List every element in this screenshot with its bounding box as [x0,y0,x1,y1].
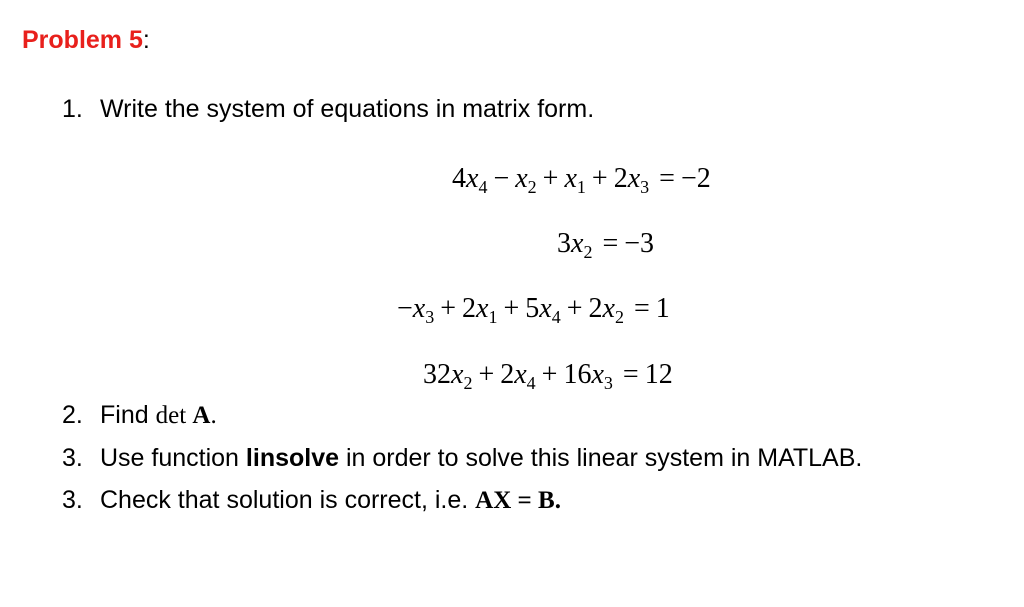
equation-4 [423,358,673,392]
term-subscript: 4 [526,373,536,393]
equation-operator: + [478,359,495,390]
equation-operator: + [591,163,608,194]
list-item-3 [62,443,862,473]
equation-term [563,359,613,393]
equation-term [462,293,498,327]
matrix-a-symbol: A [192,402,211,429]
term-variable: x [476,293,489,324]
equals-sign: = [602,228,619,259]
equation-operator: + [542,163,559,194]
term-variable: x [564,163,577,194]
list-item-2 [62,400,217,431]
equation-operator: + [541,359,558,390]
problem-title: Problem 5 [22,26,143,54]
equation-1 [452,162,711,196]
term-variable: x [602,293,615,324]
term-coefficient: 2 [613,163,628,194]
term-coefficient: 4 [452,163,466,194]
equation-term [557,228,593,262]
term-variable: x [466,163,479,194]
problem-heading [22,25,150,55]
equation-term [423,359,473,393]
list-item-number: 1. [62,95,83,123]
equation-3 [397,292,670,326]
list-item-number: 3. [62,444,83,472]
term-coefficient: 32 [423,359,451,390]
term-variable: x [571,228,584,259]
list-item-text: Use function [100,444,246,472]
list-item-4 [62,485,561,516]
term-variable: x [591,359,604,390]
equation-term [564,163,586,197]
function-name-linsolve: linsolve [245,444,340,472]
list-item-number: 2. [62,401,83,429]
equation-operator: + [566,293,583,324]
term-coefficient: 2 [500,359,515,390]
list-item-text-rest: in order to solve this linear system in MATLAB. [339,444,863,472]
term-subscript: 2 [527,177,537,197]
equation-term [613,163,650,197]
list-item-number: 3. [62,486,83,514]
term-subscript: 4 [478,177,488,197]
equation-term [515,163,537,197]
term-variable: x [515,163,528,194]
list-item-text: Write the system of equations in matrix form. [100,95,595,123]
term-variable: x [451,359,464,390]
det-operator: det [155,402,193,429]
matrix-equation-ax-b: AX = B. [475,487,561,514]
equation-rhs: −2 [680,163,711,194]
term-coefficient: − [397,293,413,324]
term-coefficient: 16 [563,359,592,390]
term-coefficient: 5 [525,293,540,324]
term-subscript: 2 [463,373,473,393]
list-item-1 [62,94,594,124]
term-subscript: 2 [614,307,624,327]
equation-term [452,163,488,197]
term-variable: x [539,293,552,324]
term-subscript: 1 [488,307,498,327]
term-subscript: 4 [551,307,561,327]
term-coefficient: 3 [557,228,571,259]
equation-term [500,359,536,393]
term-subscript: 3 [603,373,613,393]
term-subscript: 3 [640,177,650,197]
equation-term [588,293,624,327]
equation-operator: + [440,293,457,324]
equation-operator: − [493,163,510,194]
equation-rhs: 1 [655,293,670,324]
term-variable: x [514,359,527,390]
equals-sign: = [659,163,675,194]
term-variable: x [412,293,426,324]
equals-sign: = [622,359,639,390]
term-variable: x [627,163,641,194]
equation-rhs: 12 [644,359,673,390]
equation-term [397,293,435,327]
term-subscript: 3 [425,307,435,327]
term-subscript: 1 [576,177,586,197]
equation-rhs: −3 [624,228,655,259]
equals-sign: = [633,293,650,324]
term-coefficient: 2 [462,293,477,324]
list-item-text: Check that solution is correct, i.e. [100,486,476,514]
list-item-text: Find [100,401,156,429]
problem-title-colon: : [142,26,150,54]
list-item-period: . [210,402,217,429]
term-coefficient: 2 [588,293,603,324]
equation-operator: + [503,293,520,324]
equation-2 [557,227,654,261]
equation-term [525,293,561,327]
term-subscript: 2 [583,242,593,262]
